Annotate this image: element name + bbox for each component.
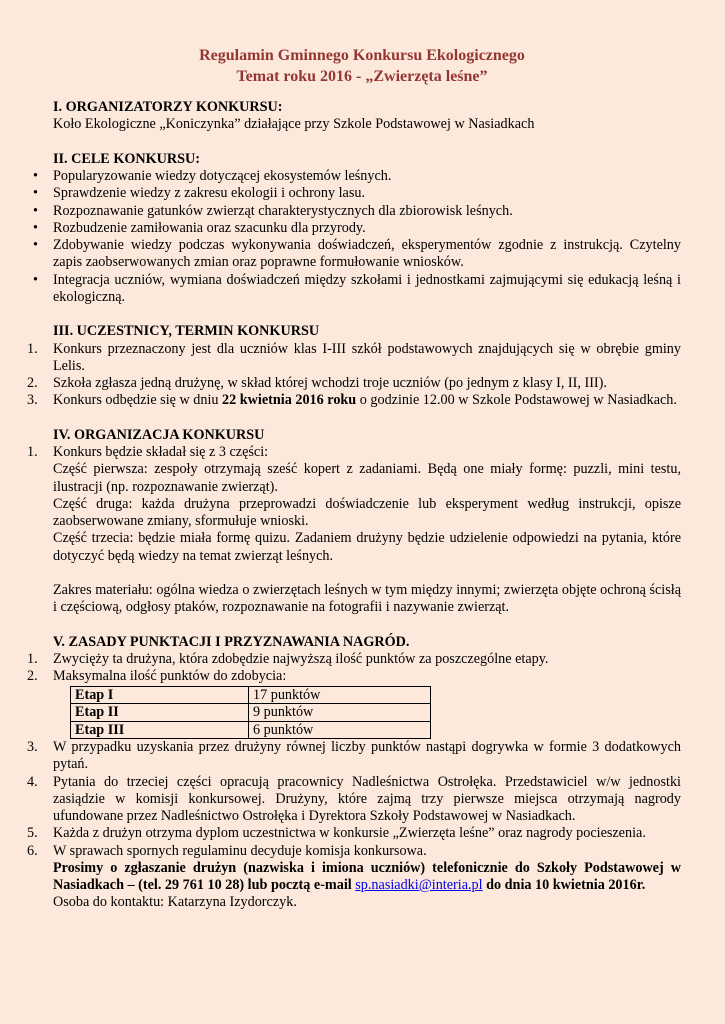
material-scope: Zakres materiału: ogólna wiedza o zwierzętach leśnych w tym między innymi; zwierzęta objęte ochroną ścisłą i częściową, odgłosy ptaków, rozpoznawanie na fotografii i nazywanie zwierząt. xyxy=(53,582,681,616)
section-heading-scoring: V. ZASADY PUNKTACJI I PRZYZNAWANIA NAGRÓD. xyxy=(53,633,410,650)
list-item: • Zdobywanie wiedzy podczas wykonywania doświadczeń, eksperymentów zgodnie z instrukcją. Czytelny zapis zaobserwowanych zmian oraz poprawne formułowanie wniosków. xyxy=(53,237,681,272)
table-row: Etap III 6 punktów xyxy=(71,721,431,739)
list-item: • Rozbudzenie zamiłowania oraz szacunku dla przyrody. xyxy=(53,220,681,237)
section-heading-organization: IV. ORGANIZACJA KONKURSU xyxy=(53,426,265,443)
organization-list xyxy=(27,444,681,617)
section-heading-goals: II. CELE KONKURSU: xyxy=(53,150,201,167)
section-heading-participants: III. UCZESTNICY, TERMIN KONKURSU xyxy=(53,323,320,340)
table-row: Etap I 17 punktów xyxy=(71,686,431,704)
list-item: • Integracja uczniów, wymiana doświadczeń między szkołami i jednostkami zajmującymi się edukacją leśną i ekologiczną. xyxy=(53,272,681,307)
list-item: • Rozpoznawanie gatunków zwierząt charakterystycznych dla zbiorowisk leśnych. xyxy=(53,203,681,220)
table-row: Etap II 9 punktów xyxy=(71,704,431,722)
document-page xyxy=(27,45,681,912)
list-item: 1. Konkurs przeznaczony jest dla uczniów klas I-III szkół podstawowych znajdujących się w obrębie gminy Lelis. xyxy=(27,340,681,374)
document-title xyxy=(43,45,681,87)
scoring-list xyxy=(27,651,681,860)
section-heading-organizers: I. ORGANIZATORZY KONKURSU: xyxy=(53,99,283,115)
points-table xyxy=(70,686,431,740)
goals-list xyxy=(53,168,681,306)
title-line-1: Regulamin Gminnego Konkursu Ekologicznego xyxy=(199,47,525,64)
list-item: 1. Zwycięży ta drużyna, która zdobędzie najwyższą ilość punktów za poszczególne etapy. xyxy=(27,651,549,667)
contact-paragraph: Prosimy o zgłaszanie drużyn (nazwiska i imiona uczniów) telefonicznie do Szkoły Podstawowej w Nasiadkach – (tel. 29 761 10 28) lub pocztą e-mail sp.nasiadki@interia.pl do dnia 10 kwietnia 2016r. xyxy=(53,859,681,893)
part-one: Część pierwsza: zespoły otrzymają sześć kopert z zadaniami. Będą one miały formę: puzzli, mini testu, ilustracji (np. rozpoznawanie zwierząt). xyxy=(53,461,681,495)
title-line-2: Temat roku 2016 - „Zwierzęta leśne” xyxy=(236,68,488,85)
list-item: • Sprawdzenie wiedzy z zakresu ekologii i ochrony lasu. xyxy=(53,185,681,202)
list-item: 3. W przypadku uzyskania przez drużyny równej liczby punktów nastąpi dogrywka w formie 3 dodatkowych pytań. xyxy=(27,739,681,773)
list-item: 5. Każda z drużyn otrzyma dyplom uczestnictwa w konkursie „Zwierzęta leśne” oraz nagrody pocieszenia. xyxy=(27,825,646,842)
participants-list xyxy=(27,340,681,410)
contact-person: Osoba do kontaktu: Katarzyna Izydorczyk. xyxy=(53,894,297,911)
part-two: Część druga: każda drużyna przeprowadzi doświadczenie lub eksperyment według instrukcji, opisze zaobserwowane zmiany, sformułuje wnioski. xyxy=(53,495,681,529)
list-item: 6. W sprawach spornych regulaminu decyduje komisja konkursowa. xyxy=(27,842,427,859)
list-item: 4. Pytania do trzeciej części opracują pracownicy Nadleśnictwa Ostrołęka. Przedstawiciel w/w jednostki zasiądzie w komisji konkursowej. Drużyny, które zajmą trzy pierwsze miejsca otrzymają nagrody ufundowane przez Nadleśnictwo Ostrołęka i Dyrektora Szkoły Podstawowej w Nasiadkach. xyxy=(27,773,681,824)
list-item: 2. Maksymalna ilość punktów do zdobycia: Etap I 17 punktów Etap II 9 punktów Etap III 6 punktów xyxy=(53,668,681,739)
email-link[interactable]: sp.nasiadki@interia.pl xyxy=(355,877,483,893)
list-item: 1. Konkurs będzie składał się z 3 części: Część pierwsza: zespoły otrzymają sześć kopert z zadaniami. Będą one miały formę: puzzli, mini testu, ilustracji (np. rozpoznawanie zwierząt). Część druga: każda drużyna przeprowadzi doświadczenie lub eksperyment według instrukcji, opisze zaobserwowane zmiany, sformułuje wnioski. Część trzecia: będzie miała formę quizu. Zadaniem drużyny będzie udzielenie odpowiedzi na pytania, które dotyczyć będą wiedzy na temat zwierząt leśnych. Zakres materiału: ogólna wiedza o zwierzętach leśnych w tym między innymi; zwierzęta objęte ochroną ścisłą i częściową, odgłosy ptaków, rozpoznawanie na fotografii i nazywanie zwierząt. xyxy=(27,444,681,616)
part-three: Część trzecia: będzie miała formę quizu. Zadaniem drużyny będzie udzielenie odpowiedzi na pytania, które dotyczyć będą wiedzy na temat zwierząt leśnych. xyxy=(53,530,681,564)
contest-date: 22 kwietnia 2016 roku xyxy=(222,392,357,409)
organizers-text: Koło Ekologiczne „Koniczynka” działające przy Szkole Podstawowej w Nasiadkach xyxy=(53,116,535,133)
list-item: • Popularyzowanie wiedzy dotyczącej ekosystemów leśnych. xyxy=(53,168,681,185)
list-item: 2. Szkoła zgłasza jedną drużynę, w skład której wchodzi troje uczniów (po jednym z klasy I, II, III). xyxy=(27,375,607,391)
list-item: 3. Konkurs odbędzie się w dniu 22 kwietnia 2016 roku o godzinie 12.00 w Szkole Podstawowej w Nasiadkach. xyxy=(27,392,677,409)
